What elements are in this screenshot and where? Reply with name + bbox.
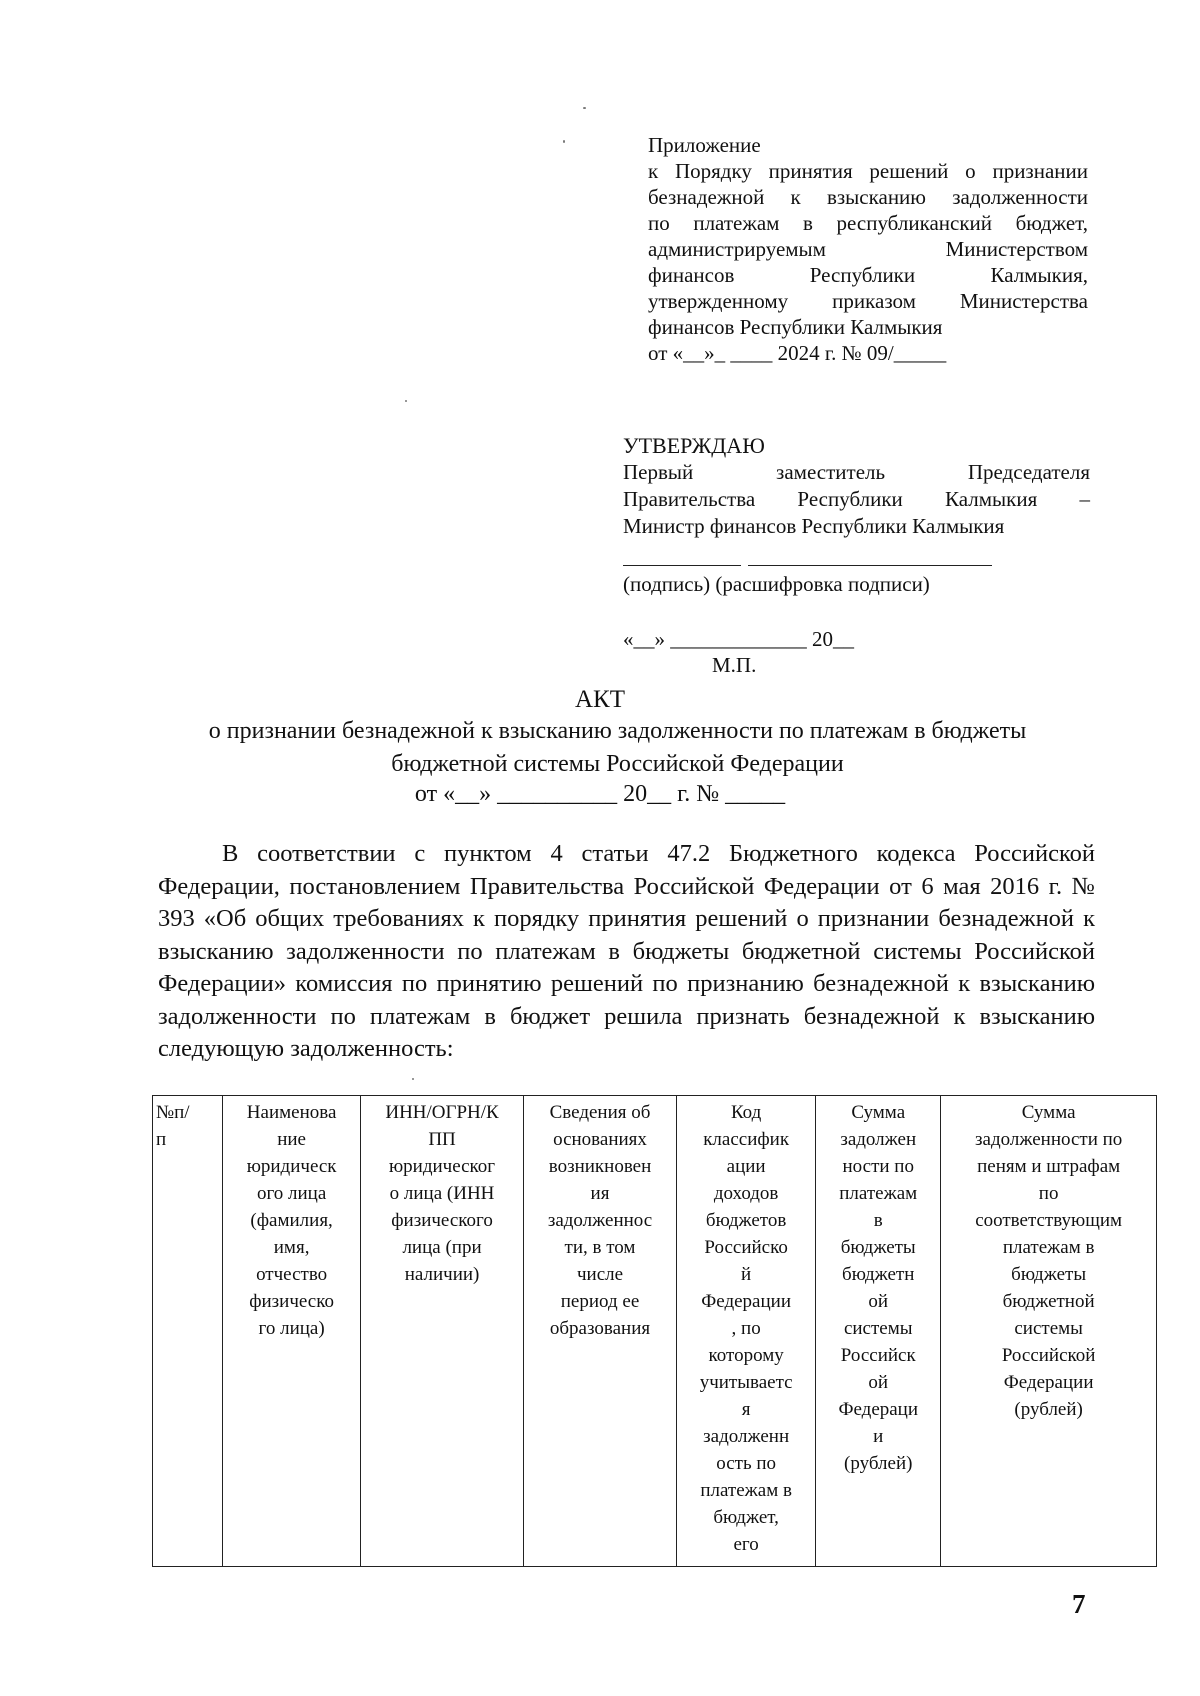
table-header-cell: Наименова ние юридическ ого лица (фамилия, имя, отчество физическо го лица) xyxy=(223,1096,361,1567)
approval-date-line: «__» _____________ 20__ xyxy=(623,627,854,651)
table-header-cell: №п/ п xyxy=(153,1096,223,1567)
table-header-row xyxy=(153,1096,1157,1567)
debt-table xyxy=(152,1095,1157,1567)
signature-line xyxy=(623,565,741,566)
scan-speck xyxy=(405,400,407,402)
appendix-line: безнадежной к взысканию задолженности xyxy=(648,185,1088,209)
table-header-cell: Сведения об основаниях возникновен ия задолженнос ти, в том числе период ее образования xyxy=(523,1096,676,1567)
page-number: 7 xyxy=(1072,1589,1086,1619)
approval-title: УТВЕРЖДАЮ xyxy=(623,433,765,458)
appendix-line: финансов Республики Калмыкия, xyxy=(648,263,1088,287)
appendix-line: к Порядку принятия решений о признании xyxy=(648,159,1088,183)
scan-speck xyxy=(583,107,586,109)
scan-speck xyxy=(563,140,565,143)
table-header-cell: Код классифик ации доходов бюджетов Российско й Федерации , по которому учитываетс я задолженн ость по платежам в бюджет, его xyxy=(677,1096,816,1567)
appendix-line: Приложение xyxy=(648,133,761,157)
signature-caption: (подпись) (расшифровка подписи) xyxy=(623,572,930,596)
table-header-cell: Сумма задолженности по пеням и штрафам по соответствующим платежам в бюджеты бюджетной системы Российской Федерации (рублей) xyxy=(941,1096,1157,1567)
approval-line: Первый заместитель Председателя xyxy=(623,460,1090,484)
act-date-line: от «__» __________ 20__ г. № _____ xyxy=(414,781,786,807)
table-header-cell: ИНН/ОГРН/К ПП юридическог о лица (ИНН физического лица (при наличии) xyxy=(361,1096,524,1567)
scan-speck xyxy=(412,1078,414,1080)
act-title: АКТ xyxy=(575,686,625,713)
appendix-line: администрируемым Министерством xyxy=(648,237,1088,261)
body-paragraph: В соответствии с пунктом 4 статьи 47.2 Бюджетного кодекса Российской Федерации, постановлением Правительства Российской Федерации от 6 мая 2016 г. № 393 «Об общих требованиях к порядку принятия решений о признании безнадежной к взысканию задолженности по платежам в бюджеты бюджетной системы Российской Федерации» комиссия по принятию решений по признанию безнадежной к взысканию задолженности по платежам в бюджет решила признать безнадежной к взысканию следующую задолженность: xyxy=(158,840,1095,1062)
approval-line: Министр финансов Республики Калмыкия xyxy=(623,514,1005,538)
approval-block xyxy=(623,432,1090,540)
act-subtitle: о признании безнадежной к взысканию задолженности по платежам в бюджеты бюджетной системы Российской Федерации xyxy=(208,718,1027,777)
appendix-line: утвержденному приказом Министерства xyxy=(648,289,1088,313)
stamp-placeholder: М.П. xyxy=(712,653,757,677)
table-header-cell: Сумма задолжен ности по платежам в бюджеты бюджетн ой системы Российск ой Федераци и (рублей) xyxy=(816,1096,941,1567)
appendix-block xyxy=(648,132,1088,366)
signature-decoding-line xyxy=(748,565,992,566)
appendix-date-line: от «__»_ ____ 2024 г. № 09/_____ xyxy=(648,341,947,365)
approval-line: Правительства Республики Калмыкия – xyxy=(623,487,1090,511)
appendix-line: финансов Республики Калмыкия xyxy=(648,315,943,339)
appendix-line: по платежам в республиканский бюджет, xyxy=(648,211,1088,235)
